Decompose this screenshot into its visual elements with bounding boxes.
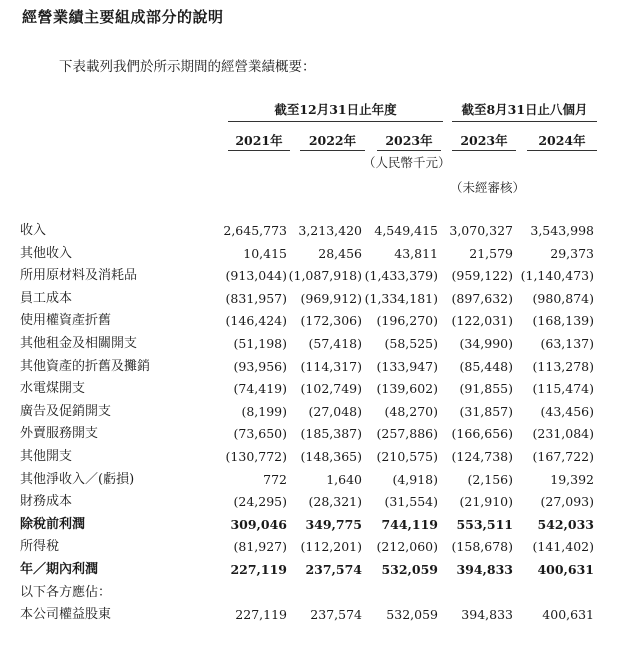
table-row (0, 358, 619, 380)
row-value: (1,140,473) (520, 268, 594, 284)
year-header: 2023年 (460, 133, 508, 148)
row-value: (91,855) (459, 381, 513, 397)
row-value: (913,044) (225, 268, 287, 284)
row-value: (93,956) (233, 358, 287, 374)
row-value: 309,046 (230, 516, 287, 532)
row-value: 400,631 (537, 562, 594, 577)
row-value: 772 (263, 471, 287, 487)
row-value: (146,424) (225, 313, 287, 329)
row-value: (63,137) (540, 336, 594, 351)
row-value: 28,456 (318, 245, 362, 261)
row-value: 532,059 (386, 607, 438, 623)
row-value: (959,122) (451, 268, 513, 284)
year-header: 2023年 (385, 133, 433, 148)
row-value: (1,433,379) (364, 268, 438, 284)
column-group-header: 截至12月31日止年度 (274, 102, 397, 117)
row-value: (139,602) (376, 381, 438, 397)
row-value: 542,033 (537, 516, 594, 532)
row-value: (166,656) (451, 426, 513, 442)
row-value: (141,402) (532, 539, 594, 555)
column-group-header: 截至8月31日止八個月 (461, 102, 588, 117)
row-value: (51,198) (233, 336, 287, 351)
table-row (0, 312, 619, 334)
row-value: 29,373 (550, 245, 594, 261)
row-value: (897,632) (451, 290, 513, 306)
row-value: (31,554) (384, 494, 438, 510)
intro-text: 下表載列我們於所示期間的經營業績概要： (59, 59, 316, 75)
row-value: (196,270) (376, 313, 438, 329)
row-value: (212,060) (376, 539, 438, 555)
row-value: (85,448) (459, 358, 513, 374)
row-value: (31,857) (459, 403, 513, 419)
row-label: 除稅前利潤 (20, 516, 86, 532)
table-row (0, 222, 619, 244)
row-value: 3,213,420 (298, 223, 362, 238)
row-value: (8,199) (241, 403, 287, 419)
page-title: 經營業績主要組成部分的說明 (22, 8, 224, 26)
row-value: 394,833 (461, 607, 513, 623)
row-value: (1,087,918) (288, 268, 362, 284)
row-value: 532,059 (381, 562, 438, 577)
row-value: 349,775 (305, 516, 362, 532)
year-header: 2021年 (235, 133, 283, 148)
row-label: 財務成本 (20, 494, 73, 510)
year-header: 2022年 (308, 133, 357, 148)
table-row (0, 606, 619, 628)
row-label: 本公司權益股東 (20, 607, 112, 623)
row-value: 744,119 (381, 516, 438, 532)
row-label: 廣告及促銷開支 (20, 403, 112, 419)
row-value: (168,139) (532, 313, 594, 329)
table-row (0, 380, 619, 402)
row-label: 其他開支 (20, 449, 73, 464)
row-value: 10,415 (243, 245, 287, 261)
row-value: (28,321) (308, 494, 362, 510)
row-value: (167,722) (532, 449, 594, 464)
row-label: 使用權資產折舊 (20, 313, 112, 329)
row-value: (27,093) (540, 494, 594, 510)
row-value: 553,511 (456, 516, 513, 532)
row-label: 其他收入 (20, 245, 73, 261)
row-value: (102,749) (300, 381, 362, 397)
row-label: 水電煤開支 (20, 381, 86, 397)
row-value: (57,418) (308, 336, 362, 351)
row-value: (43,456) (540, 403, 594, 419)
table-row (0, 290, 619, 312)
table-row (0, 245, 619, 267)
row-value: (113,278) (532, 358, 594, 374)
row-value: (831,957) (225, 290, 287, 306)
row-value: (81,927) (233, 539, 287, 555)
row-label: 其他資產的折舊及攤銷 (20, 358, 151, 374)
row-label: 年／期內利潤 (20, 562, 99, 577)
unit-note: （人民幣千元） (363, 155, 451, 170)
year-rule (300, 150, 365, 151)
row-label: 以下各方應佔： (20, 584, 112, 600)
table-row (0, 584, 619, 606)
row-value: 227,119 (230, 562, 287, 577)
row-label: 所得稅 (20, 539, 60, 555)
row-value: (1,334,181) (364, 290, 438, 306)
row-value: 1,640 (326, 471, 362, 487)
table-row (0, 403, 619, 425)
row-value: 227,119 (235, 607, 287, 623)
row-label: 其他淨收入／(虧損) (20, 471, 135, 487)
row-label: 收入 (20, 223, 47, 238)
year-rule (377, 150, 441, 151)
table-row (0, 335, 619, 357)
row-value: (115,474) (532, 381, 594, 397)
row-label: 其他租金及相關開支 (20, 336, 138, 351)
year-rule (527, 150, 597, 151)
row-value: (74,419) (233, 381, 287, 397)
table-row (0, 471, 619, 493)
row-value: (24,295) (233, 494, 287, 510)
row-value: (257,886) (376, 426, 438, 442)
row-value: 2,645,773 (223, 223, 287, 238)
row-value: (27,048) (308, 403, 362, 419)
row-value: 237,574 (305, 562, 362, 577)
row-value: (185,387) (300, 426, 362, 442)
row-value: (158,678) (451, 539, 513, 555)
year-rule (452, 150, 516, 151)
row-value: (4,918) (392, 471, 438, 487)
unaudited-note: （未經審核） (450, 180, 526, 195)
row-value: (58,525) (384, 336, 438, 351)
row-value: 400,631 (542, 607, 594, 623)
row-value: 21,579 (469, 245, 513, 261)
row-value: (130,772) (225, 449, 287, 464)
row-value: (114,317) (300, 358, 362, 374)
row-value: (969,912) (300, 290, 362, 306)
row-value: (148,365) (300, 449, 362, 464)
row-value: (124,738) (451, 449, 513, 464)
year-rule (228, 150, 290, 151)
table-row (0, 425, 619, 447)
row-value: (980,874) (532, 290, 594, 306)
row-value: (2,156) (467, 471, 513, 487)
row-value: (231,084) (532, 426, 594, 442)
year-header: 2024年 (538, 133, 586, 148)
row-value: 237,574 (310, 607, 362, 623)
table-row (0, 493, 619, 515)
row-value: 4,549,415 (374, 223, 438, 238)
row-label: 所用原材料及消耗品 (20, 268, 138, 284)
row-value: 3,543,998 (530, 223, 594, 238)
row-value: 3,070,327 (449, 223, 513, 238)
row-value: (172,306) (300, 313, 362, 329)
table-row (0, 448, 619, 470)
table-row (0, 538, 619, 560)
row-value: (112,201) (300, 539, 362, 555)
table-row (0, 561, 619, 583)
row-value: (34,990) (459, 336, 513, 351)
row-value: 43,811 (394, 245, 438, 261)
row-value: 394,833 (456, 562, 513, 577)
row-value: (210,575) (376, 449, 438, 464)
row-label: 員工成本 (20, 290, 73, 306)
row-value: (21,910) (459, 494, 513, 510)
table-row (0, 267, 619, 289)
row-value: (133,947) (376, 358, 438, 374)
row-value: (122,031) (451, 313, 513, 329)
row-value: (73,650) (233, 426, 287, 442)
row-value: (48,270) (384, 403, 438, 419)
table-row (0, 516, 619, 538)
row-label: 外賣服務開支 (20, 426, 99, 442)
column-group-rule (228, 121, 443, 122)
row-value: 19,392 (550, 471, 594, 487)
column-group-rule (452, 121, 597, 122)
